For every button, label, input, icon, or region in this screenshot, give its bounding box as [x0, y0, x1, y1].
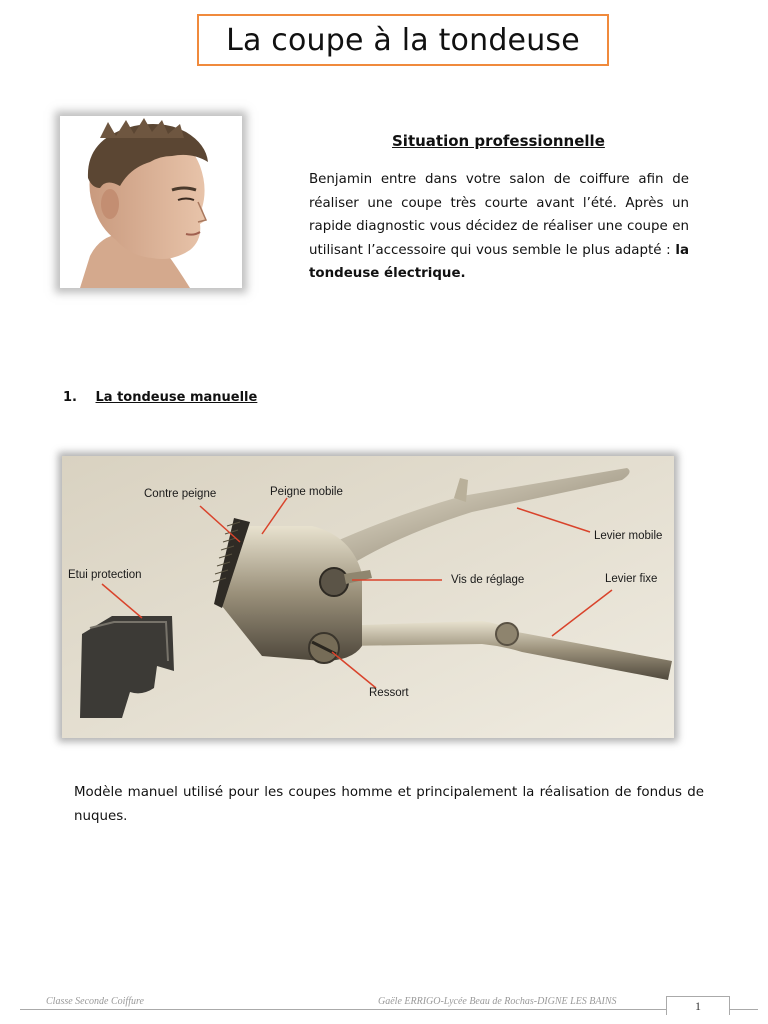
label-levier-mobile: Levier mobile [594, 530, 663, 542]
label-levier-fixe: Levier fixe [605, 573, 658, 585]
page-title: La coupe à la tondeuse [226, 22, 580, 58]
photo-caption: Modèle manuel utilisé pour les coupes homme et principalement la réalisation de fondus de nuques. [74, 785, 704, 824]
label-contre-peigne: Contre peigne [144, 488, 217, 500]
section-number: 1. [63, 390, 77, 405]
situation-highlight: la tondeuse électrique. [309, 242, 689, 281]
footer-class: Classe Seconde Coiffure [46, 996, 144, 1007]
situation-text: Benjamin entre dans votre salon de coiffure afin de réaliser une coupe très courte avant l’été. Après un rapide diagnostic vous décidez de réaliser une coupe en utilisant l’accessoire qui vous semble le plus adapté : [309, 172, 689, 258]
situation-paragraph [309, 168, 689, 286]
page-number: 1 [666, 996, 730, 1015]
section-1-heading [63, 390, 257, 405]
portrait-illustration [60, 116, 242, 288]
label-ressort: Ressort [369, 687, 409, 699]
clipper-photo [62, 456, 674, 738]
situation-heading: Situation professionnelle [392, 132, 605, 150]
label-peigne-mobile: Peigne mobile [270, 486, 343, 498]
section-title: La tondeuse manuelle [95, 390, 258, 405]
title-box [197, 14, 609, 66]
label-etui-protection: Etui protection [68, 569, 142, 581]
portrait-photo [60, 116, 242, 288]
footer-author: Gaële ERRIGO-Lycée Beau de Rochas-DIGNE LES BAINS [378, 996, 617, 1007]
label-vis-reglage: Vis de réglage [451, 574, 525, 586]
footer-divider [20, 1009, 758, 1010]
